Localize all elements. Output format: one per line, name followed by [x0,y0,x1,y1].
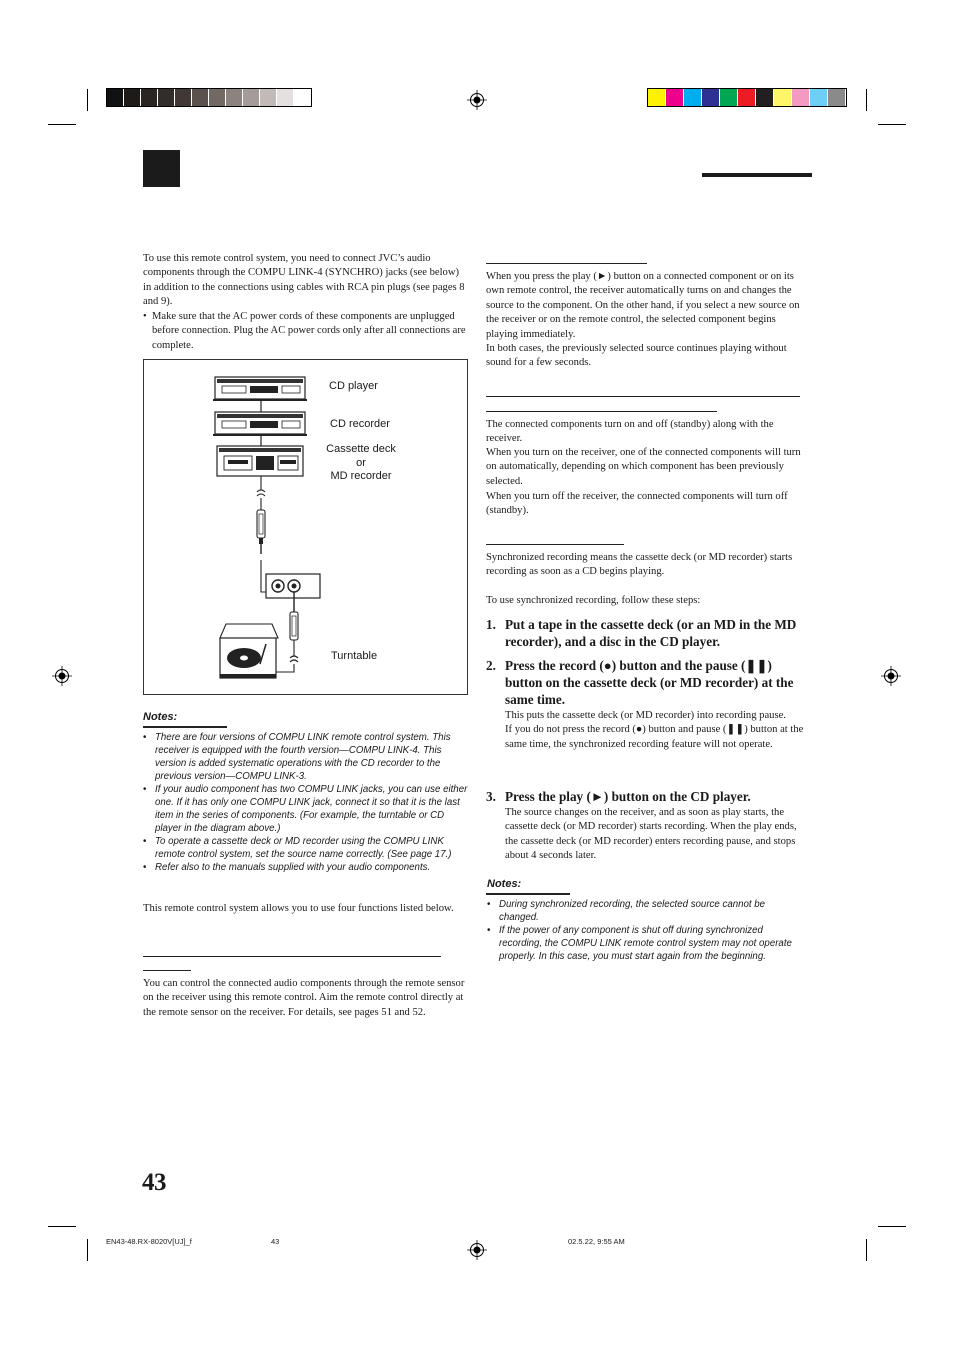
registration-target-icon [467,1240,487,1260]
auto-select-paragraph-2: In both cases, the previously selected source continues playing without sound for a few seconds. [486,343,787,369]
connection-diagram [143,359,468,695]
sync-step-3 [486,788,810,864]
compu-link-jacks-icon [261,560,320,598]
power-paragraph-3: When you turn off the receiver, the connected components will turn off (standby). [486,491,788,517]
diagram-label-turntable: Turntable [331,650,378,662]
remote-subheading-rule [143,970,191,971]
right-notes-list [487,898,805,963]
calibration-swatch [810,89,828,106]
calibration-swatch [792,89,810,106]
left-notes-title: Notes: [143,711,178,723]
remote-control-paragraph: You can control the connected audio components through the remote sensor on the receiver using this remote control. Aim the remote control directly at the remote sensor on the receiver. For details, see pages 51 and 52. [143,978,465,1018]
functions-intro: This remote control system allows you to use four functions listed below. [143,903,454,914]
sync-step-2 [486,657,810,752]
calibration-swatch [141,89,158,106]
page-number: 43 [142,1169,166,1196]
cassette-label-line-1: Cassette deck [326,443,396,455]
minijack-plug-icon [257,510,265,554]
calibration-swatch [277,89,294,106]
power-paragraph-1: The connected components turn on and off (standby) along with the receiver. [486,419,774,445]
left-notes-underline [143,726,227,728]
sync-heading-rule [486,544,624,545]
calibration-swatch [209,89,226,106]
calibration-swatch [124,89,141,106]
footer-file-name: EN43-48.RX-8020V[UJ]_f [106,1237,192,1246]
calibration-swatch [666,89,684,106]
power-paragraph-2: When you turn on the receiver, one of the connected components will turn on automatically, depending on which component has been previously selected. [486,447,801,487]
step-3-number: 3. [486,789,496,804]
calibration-swatch [774,89,792,106]
cd-recorder-icon [213,412,307,436]
right-notes-underline [486,893,570,895]
calibration-swatch [828,89,846,106]
step-3-body-1: The source changes on the receiver, and as soon as play starts, the cassette deck (or MD recorder) starts recording. When the play ends, the cassette deck (or MD recorder) enters recording pause, and stops about 4 seconds later. [505,807,797,862]
registration-target-icon [52,666,72,686]
diagram-label-cassette-deck [314,443,408,484]
left-note-item: • To operate a cassette deck or MD recorder using the COMPU LINK remote control system, set the source name correctly. (See page 17.) [143,835,471,861]
calibration-swatch [175,89,192,106]
step-2-body-1: This puts the cassette deck (or MD recorder) into recording pause. [505,710,786,721]
sync-step-1 [486,616,810,650]
step-1-title: Put a tape in the cassette deck (or an MD in the MD recorder), and a disc in the CD player. [505,617,797,649]
left-note-item: • Refer also to the manuals supplied with your audio components. [143,861,471,874]
cassette-label-line-2: or [356,456,366,469]
calibration-swatch [756,89,774,106]
calibration-swatch [260,89,277,106]
calibration-swatch [720,89,738,106]
calibration-swatch [294,89,311,106]
color-calibration-strip [647,88,847,107]
cassette-label-line-3: MD recorder [330,470,392,482]
sync-paragraph-1: Synchronized recording means the cassette deck (or MD recorder) starts recording as soon as a CD begins playing. [486,552,793,578]
registration-target-icon [881,666,901,686]
calibration-swatch [648,89,666,106]
calibration-swatch [226,89,243,106]
power-subheading-rule [486,411,717,412]
grayscale-calibration-strip [106,88,312,107]
section-tab-block [143,150,180,187]
power-heading-rule [486,396,800,397]
cassette-deck-icon [217,446,303,476]
left-notes-list [143,731,471,874]
turntable-icon [220,624,278,678]
calibration-swatch [738,89,756,106]
auto-select-heading-rule [486,263,647,264]
diagram-drawing [144,360,467,694]
registration-target-icon [467,90,487,110]
step-3-title: Press the play (►) button on the CD player. [505,789,751,804]
power-cord-bullet: • Make sure that the AC power cords of these components are unplugged before connection. Plug the AC power cords only after all connections are complete. [143,310,469,353]
power-cord-bullet-text: Make sure that the AC power cords of these components are unplugged before connection. Plug the AC power cords only after all connections are complete. [152,311,466,351]
right-note-item: • During synchronized recording, the selected source cannot be changed. [487,898,805,924]
calibration-swatch [192,89,209,106]
remote-heading-rule [143,956,441,957]
calibration-swatch [243,89,260,106]
auto-select-paragraph-1: When you press the play (►) button on a connected component or on its own remote control, the receiver automatically turns on and changes the source to the component. On the other hand, if you select a new source on the receiver or on the remote control, the selected component begins playing immediately. [486,271,800,340]
intro-paragraph: To use this remote control system, you need to connect JVC’s audio components through the COMPU LINK-4 (SYNCHRO) jacks (see below) in addition to the connections using cables with RCA pin plugs (see pages 8 and 9). [143,253,465,308]
right-notes-title: Notes: [487,878,522,890]
diagram-label-cd-player: CD player [329,380,378,392]
step-2-title: Press the record (●) button and the pause (❚❚) button on the cassette deck (or MD recorder) at the same time. [505,658,794,707]
header-bar [702,173,812,177]
cd-player-icon [213,377,307,401]
step-1-number: 1. [486,617,496,632]
step-2-number: 2. [486,658,496,673]
diagram-label-cd-recorder: CD recorder [330,418,390,430]
right-note-item: • If the power of any component is shut off during synchronized recording, the COMPU LINK remote control system may not operate properly. In this case, you must start again from the beginning. [487,924,805,963]
left-note-item: • There are four versions of COMPU LINK remote control system. This receiver is equipped with the fourth version—COMPU LINK-4. This version is added systematic operations with the CD recorder to the previous version—COMPU LINK-3. [143,731,471,783]
sync-paragraph-2: To use synchronized recording, follow these steps: [486,595,701,606]
footer-timestamp: 02.5.22, 9:55 AM [568,1237,625,1246]
step-2-body-2: If you do not press the record (●) button and pause (❚❚) button at the same time, the synchronized recording feature will not operate. [505,724,804,750]
calibration-swatch [702,89,720,106]
footer-page-ref: 43 [271,1237,280,1246]
calibration-swatch [684,89,702,106]
left-note-item: • If your audio component has two COMPU LINK jacks, you can use either one. If it has only one COMPU LINK jack, connect it so that it is the last item in the series of components. (For example, the turntable or CD player in the diagram above.) [143,783,471,835]
calibration-swatch [158,89,175,106]
calibration-swatch [107,89,124,106]
